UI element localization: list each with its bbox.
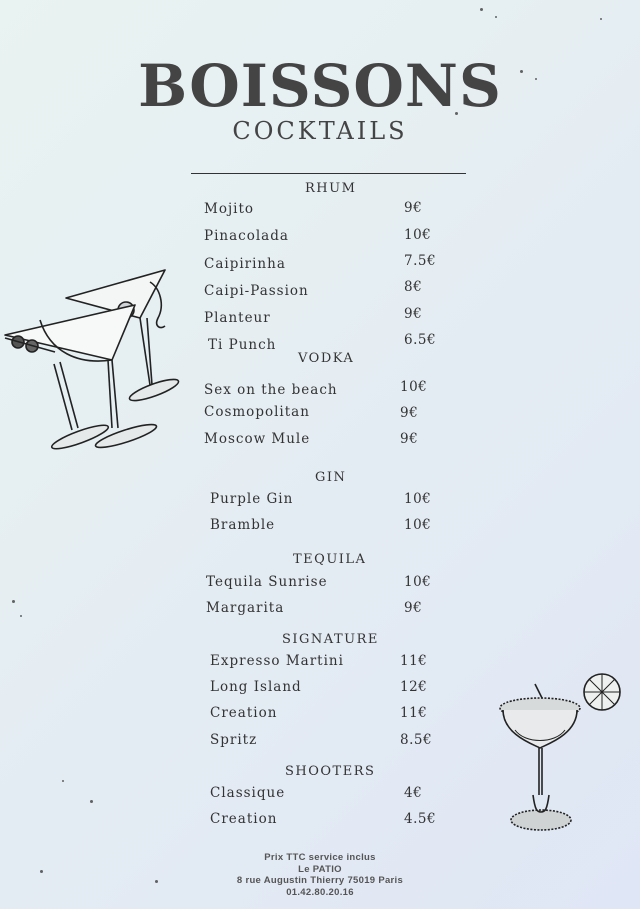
menu-item-price: 10€ — [404, 227, 432, 243]
paper-speck — [90, 800, 93, 803]
paper-speck — [62, 780, 64, 782]
menu-item-name: Sex on the beach — [204, 382, 338, 398]
menu-item-name: Long Island — [210, 679, 302, 695]
menu-item-price: 10€ — [404, 517, 432, 533]
page-title: BOISSONS — [138, 52, 502, 120]
menu-item-name: Cosmopolitan — [204, 404, 310, 420]
menu-item-name: Purple Gin — [210, 491, 294, 507]
menu-item-name: Bramble — [210, 517, 276, 533]
menu-item-price: 12€ — [400, 679, 428, 695]
menu-item-name: Caipirinha — [204, 256, 286, 272]
paper-speck — [495, 16, 497, 18]
martini-glasses-illustration — [0, 260, 185, 455]
menu-item-price: 9€ — [404, 200, 423, 216]
menu-item-price: 11€ — [400, 653, 428, 669]
menu-item-name: Expresso Martini — [210, 653, 344, 669]
menu-item-price: 4€ — [404, 785, 423, 801]
menu-item-name: Tequila Sunrise — [206, 574, 328, 590]
menu-item-price: 9€ — [404, 600, 423, 616]
menu-item-name: Spritz — [210, 732, 258, 748]
menu-item-price: 9€ — [400, 431, 419, 447]
section-title-gin: GIN — [315, 470, 347, 485]
paper-speck — [600, 18, 602, 20]
menu-item-name: Planteur — [204, 310, 271, 326]
footer-phone: 01.42.80.20.16 — [286, 886, 354, 898]
footer-price-note: Prix TTC service inclus — [264, 852, 376, 863]
menu-item-name: Margarita — [206, 600, 285, 616]
menu-item-name: Moscow Mule — [204, 431, 311, 447]
section-title-shooters: SHOOTERS — [285, 764, 376, 779]
menu-item-name: Ti Punch — [208, 337, 277, 353]
menu-item-price: 8€ — [404, 279, 423, 295]
section-title-rhum: RHUM — [305, 181, 357, 196]
menu-item-price: 6.5€ — [404, 332, 437, 348]
footer — [0, 852, 640, 898]
paper-speck — [480, 8, 483, 11]
menu-item-name: Pinacolada — [204, 228, 289, 244]
menu-item-price: 10€ — [404, 574, 432, 590]
menu-item-price: 9€ — [404, 306, 423, 322]
paper-speck — [12, 600, 15, 603]
title-divider — [191, 173, 466, 174]
menu-item-name: Classique — [210, 785, 286, 801]
section-title-signature: SIGNATURE — [282, 632, 379, 647]
paper-speck — [20, 615, 22, 617]
menu-item-price: 8.5€ — [400, 732, 433, 748]
menu-item-price: 9€ — [400, 405, 419, 421]
menu-item-price: 7.5€ — [404, 253, 437, 269]
menu-item-price: 11€ — [400, 705, 428, 721]
menu-item-name: Mojito — [204, 201, 255, 217]
menu-item-price: 10€ — [400, 379, 428, 395]
menu-item-price: 4.5€ — [404, 811, 437, 827]
menu-item-name: Creation — [210, 705, 278, 721]
menu-item-name: Creation — [210, 811, 278, 827]
footer-venue-name: Le PATIO — [298, 863, 342, 875]
margarita-glass-illustration — [495, 670, 630, 840]
menu-item-price: 10€ — [404, 491, 432, 507]
section-title-vodka: VODKA — [298, 351, 355, 366]
footer-address: 8 rue Augustin Thierry 75019 Paris — [236, 875, 404, 886]
section-title-tequila: TEQUILA — [293, 552, 367, 567]
page-subtitle: COCKTAILS — [232, 117, 408, 145]
menu-item-name: Caipi-Passion — [204, 283, 309, 299]
